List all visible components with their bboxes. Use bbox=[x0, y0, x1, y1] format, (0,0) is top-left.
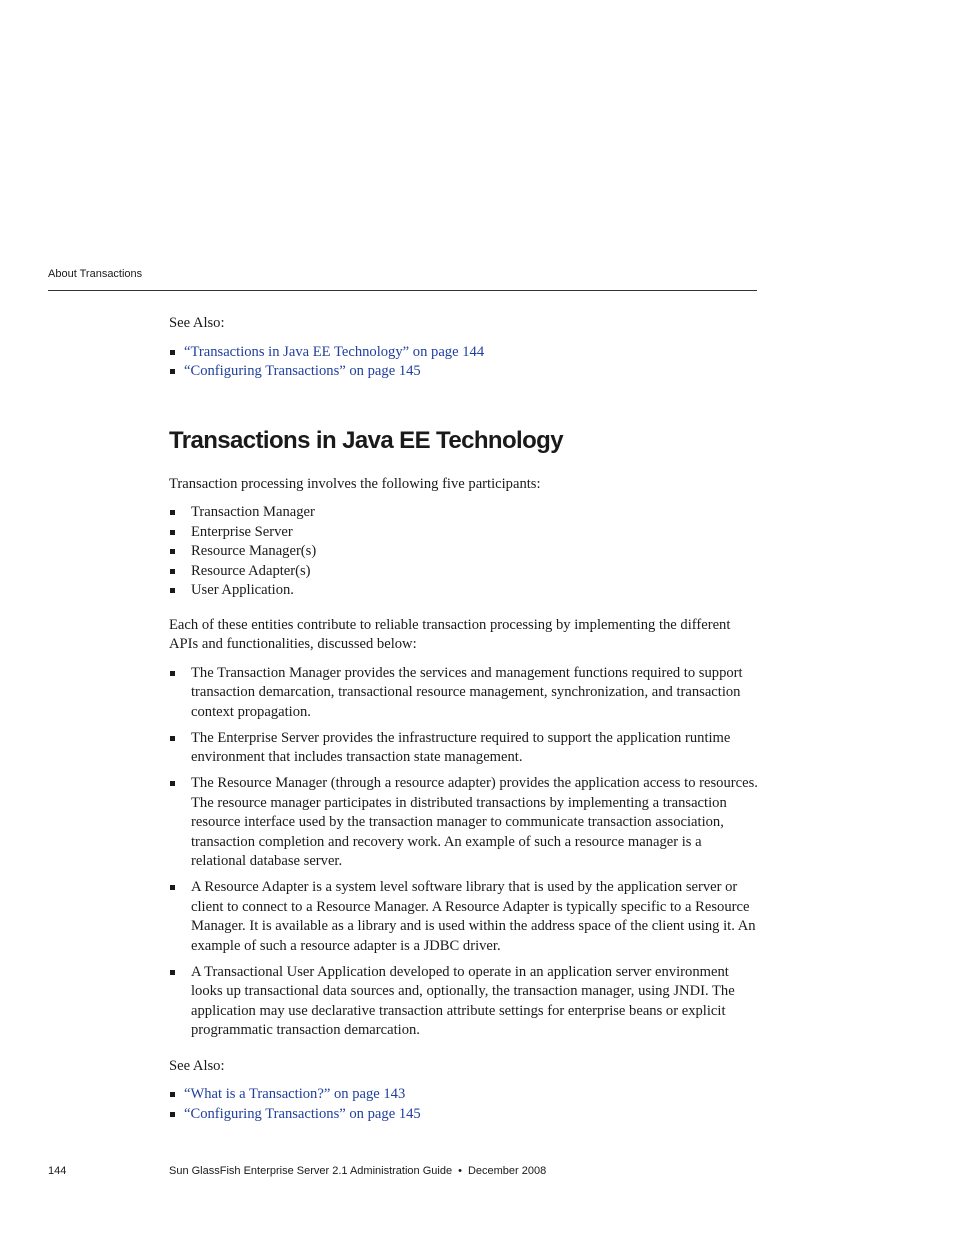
participants-list bbox=[169, 503, 759, 601]
see-also-label-top: See Also: bbox=[169, 315, 225, 331]
list-item bbox=[169, 523, 759, 543]
list-item bbox=[169, 362, 759, 382]
bullet-icon bbox=[170, 1092, 175, 1097]
list-item bbox=[169, 503, 759, 523]
bullet-icon bbox=[170, 736, 175, 741]
list-item bbox=[169, 878, 759, 956]
description-text: The Resource Manager (through a resource adapter) provides the application access to resources. The resource manager participates in distributed transactions by implementing a transaction resource interface used by the transaction manager to communicate transaction association, transaction completion and recovery work. An example of such a resource manager is a relational database server. bbox=[191, 775, 758, 869]
page-number: 144 bbox=[48, 1165, 67, 1177]
participant-text: Resource Manager(s) bbox=[191, 543, 317, 559]
link-what-is-transaction[interactable]: “What is a Transaction?” on page 143 bbox=[184, 1086, 406, 1102]
list-item bbox=[169, 729, 759, 768]
see-also-list-bottom bbox=[169, 1085, 759, 1124]
participant-text: Enterprise Server bbox=[191, 523, 293, 540]
list-item bbox=[169, 562, 759, 582]
bullet-icon bbox=[170, 530, 175, 535]
description-text: A Resource Adapter is a system level software library that is used by the application server or client to connect to a Resource Manager. A Resource Adapter is typically specific to a Resource Manager. It is available as a library and is used within the address space of the client using it. An example of such a resource adapter is a JDBC driver. bbox=[191, 879, 756, 954]
footer-date: December 2008 bbox=[467, 1165, 547, 1177]
bullet-icon bbox=[170, 569, 175, 574]
link-transactions-java-ee[interactable]: “Transactions in Java EE Technology” on page 144 bbox=[184, 343, 485, 360]
footer-book-info bbox=[169, 1165, 546, 1177]
bullet-icon bbox=[170, 369, 175, 374]
running-header: About Transactions bbox=[48, 268, 143, 280]
descriptions-list bbox=[169, 664, 759, 1041]
description-text: The Transaction Manager provides the services and management functions required to support transaction demarcation, transactional resource management, synchronization, and transaction context propagation. bbox=[191, 664, 743, 720]
bullet-icon bbox=[170, 970, 175, 975]
bullet-icon bbox=[170, 510, 175, 515]
participant-text: Transaction Manager bbox=[191, 504, 315, 520]
list-item bbox=[169, 963, 759, 1041]
participant-text: User Application. bbox=[191, 582, 294, 598]
section-title: Transactions in Java EE Technology bbox=[169, 426, 563, 454]
list-item bbox=[169, 774, 759, 872]
entities-paragraph: Each of these entities contribute to reliable transaction processing by implementing the different APIs and functionalities, discussed below: bbox=[169, 616, 731, 652]
link-configuring-transactions[interactable]: “Configuring Transactions” on page 145 bbox=[184, 1105, 421, 1122]
list-item bbox=[169, 1085, 759, 1105]
list-item bbox=[169, 542, 759, 562]
list-item bbox=[169, 664, 759, 723]
description-text: A Transactional User Application developed to operate in an application server environment looks up transactional data sources and, optionally, the transaction manager, using JNDI. The application may use declarative transaction attribute settings for enterprise beans or explicit programmatic transaction demarcation. bbox=[191, 963, 735, 1038]
page-content bbox=[169, 314, 759, 1124]
intro-paragraph: Transaction processing involves the following five participants: bbox=[169, 475, 541, 492]
bullet-icon bbox=[170, 1112, 175, 1117]
bullet-icon bbox=[170, 588, 175, 593]
bullet-icon bbox=[170, 549, 175, 554]
bullet-icon bbox=[170, 885, 175, 890]
bullet-icon bbox=[170, 781, 175, 786]
participant-text: Resource Adapter(s) bbox=[191, 562, 311, 579]
list-item bbox=[169, 581, 759, 601]
see-also-label-bottom: See Also: bbox=[169, 1057, 225, 1074]
header-rule bbox=[48, 290, 757, 291]
bullet-icon bbox=[170, 350, 175, 355]
list-item bbox=[169, 1105, 759, 1125]
bullet-icon bbox=[170, 671, 175, 676]
see-also-list-top bbox=[169, 343, 759, 382]
list-item bbox=[169, 343, 759, 363]
book-title: Sun GlassFish Enterprise Server 2.1 Administration Guide bbox=[169, 1165, 453, 1177]
description-text: The Enterprise Server provides the infrastructure required to support the application runtime environment that includes transaction state management. bbox=[191, 729, 731, 765]
footer-separator: • bbox=[458, 1165, 462, 1177]
link-configuring-transactions[interactable]: “Configuring Transactions” on page 145 bbox=[184, 363, 421, 379]
